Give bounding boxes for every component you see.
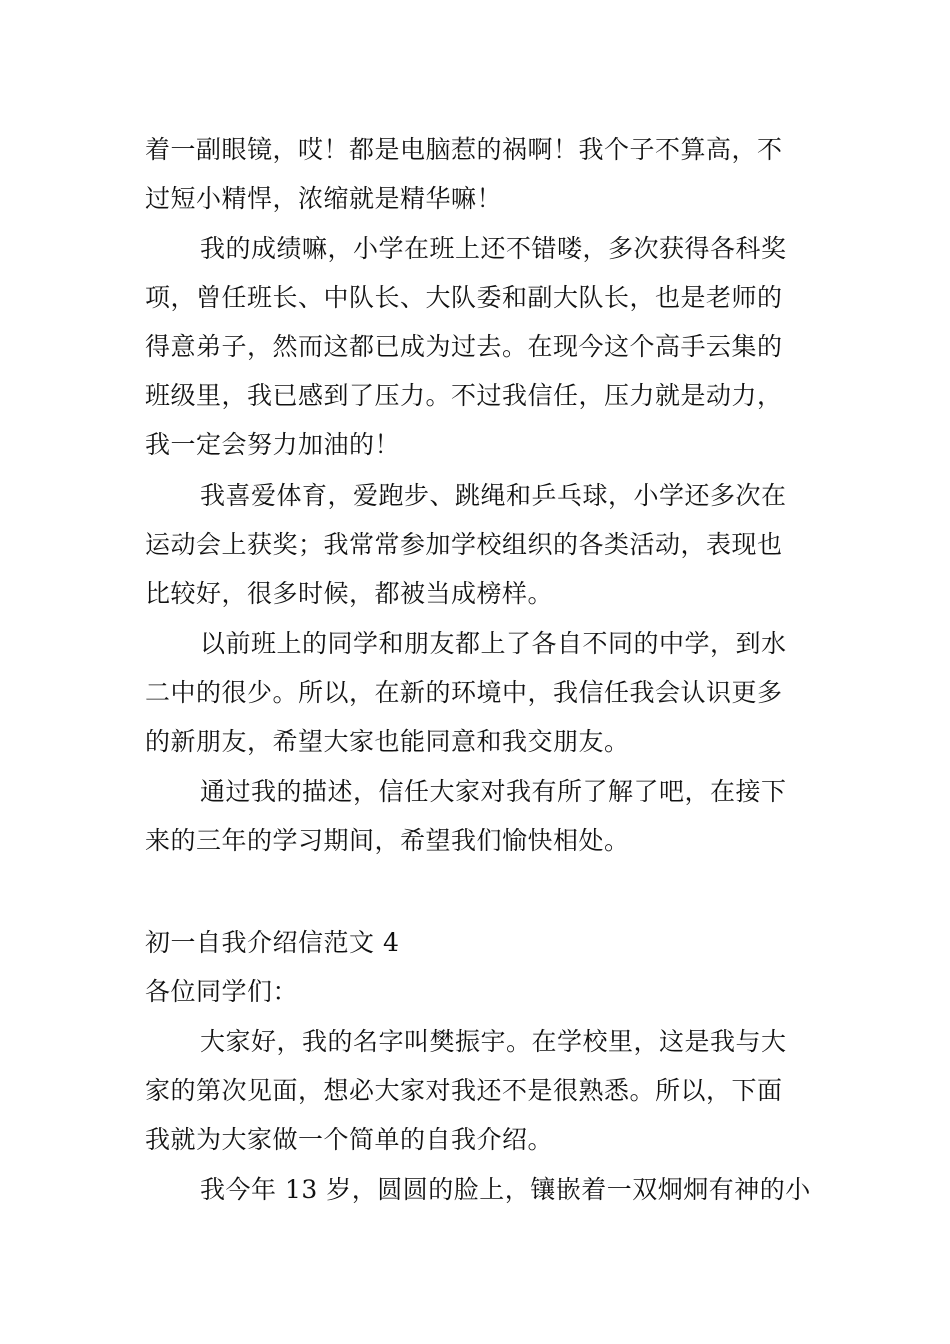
paragraph-start-line: 我今年 13 岁，圆圆的脸上，镶嵌着一双炯炯有神的小 bbox=[200, 1175, 811, 1204]
paragraph-start-line: 以前班上的同学和朋友都上了各自不同的中学，到水 bbox=[200, 629, 787, 658]
text-line-1: 着一副眼镜，哎！都是电脑惹的祸啊！我个子不算高，不 bbox=[145, 135, 783, 164]
text-line-19: 家的第次见面，想必大家对我还不是很熟悉。所以，下面 bbox=[145, 1076, 783, 1105]
text-line-6: 班级里，我已感到了压力。不过我信任，压力就是动力， bbox=[145, 381, 783, 410]
text-line-15: 来的三年的学习期间，希望我们愉快相处。 bbox=[145, 826, 630, 855]
text-line-10: 比较好，很多时候，都被当成榜样。 bbox=[145, 579, 554, 608]
paragraph-start-line: 我喜爱体育，爱跑步、跳绳和乒乓球，小学还多次在 bbox=[200, 481, 787, 510]
text-line-5: 得意弟子，然而这都已成为过去。在现今这个高手云集的 bbox=[145, 332, 783, 361]
text-line-13: 的新朋友，希望大家也能同意和我交朋友。 bbox=[145, 727, 630, 756]
paragraph-start-line: 我的成绩嘛，小学在班上还不错喽，多次获得各科奖 bbox=[200, 234, 787, 263]
text-line-2: 过短小精悍，浓缩就是精华嘛！ bbox=[145, 184, 503, 213]
text-line-4: 项，曾任班长、中队长、大队委和副大队长，也是老师的 bbox=[145, 283, 783, 312]
text-line-7: 我一定会努力加油的！ bbox=[145, 430, 401, 459]
text-line-12: 二中的很少。所以，在新的环境中，我信任我会认识更多 bbox=[145, 678, 783, 707]
paragraph-start-line: 通过我的描述，信任大家对我有所了解了吧，在接下 bbox=[200, 777, 787, 806]
text-line-9: 运动会上获奖；我常常参加学校组织的各类活动，表现也 bbox=[145, 530, 783, 559]
salutation: 各位同学们： bbox=[145, 977, 299, 1006]
section-title: 初一自我介绍信范文 4 bbox=[145, 928, 400, 957]
paragraph-start-line: 大家好，我的名字叫樊振宇。在学校里，这是我与大 bbox=[200, 1027, 787, 1056]
text-line-20: 我就为大家做一个简单的自我介绍。 bbox=[145, 1125, 554, 1154]
